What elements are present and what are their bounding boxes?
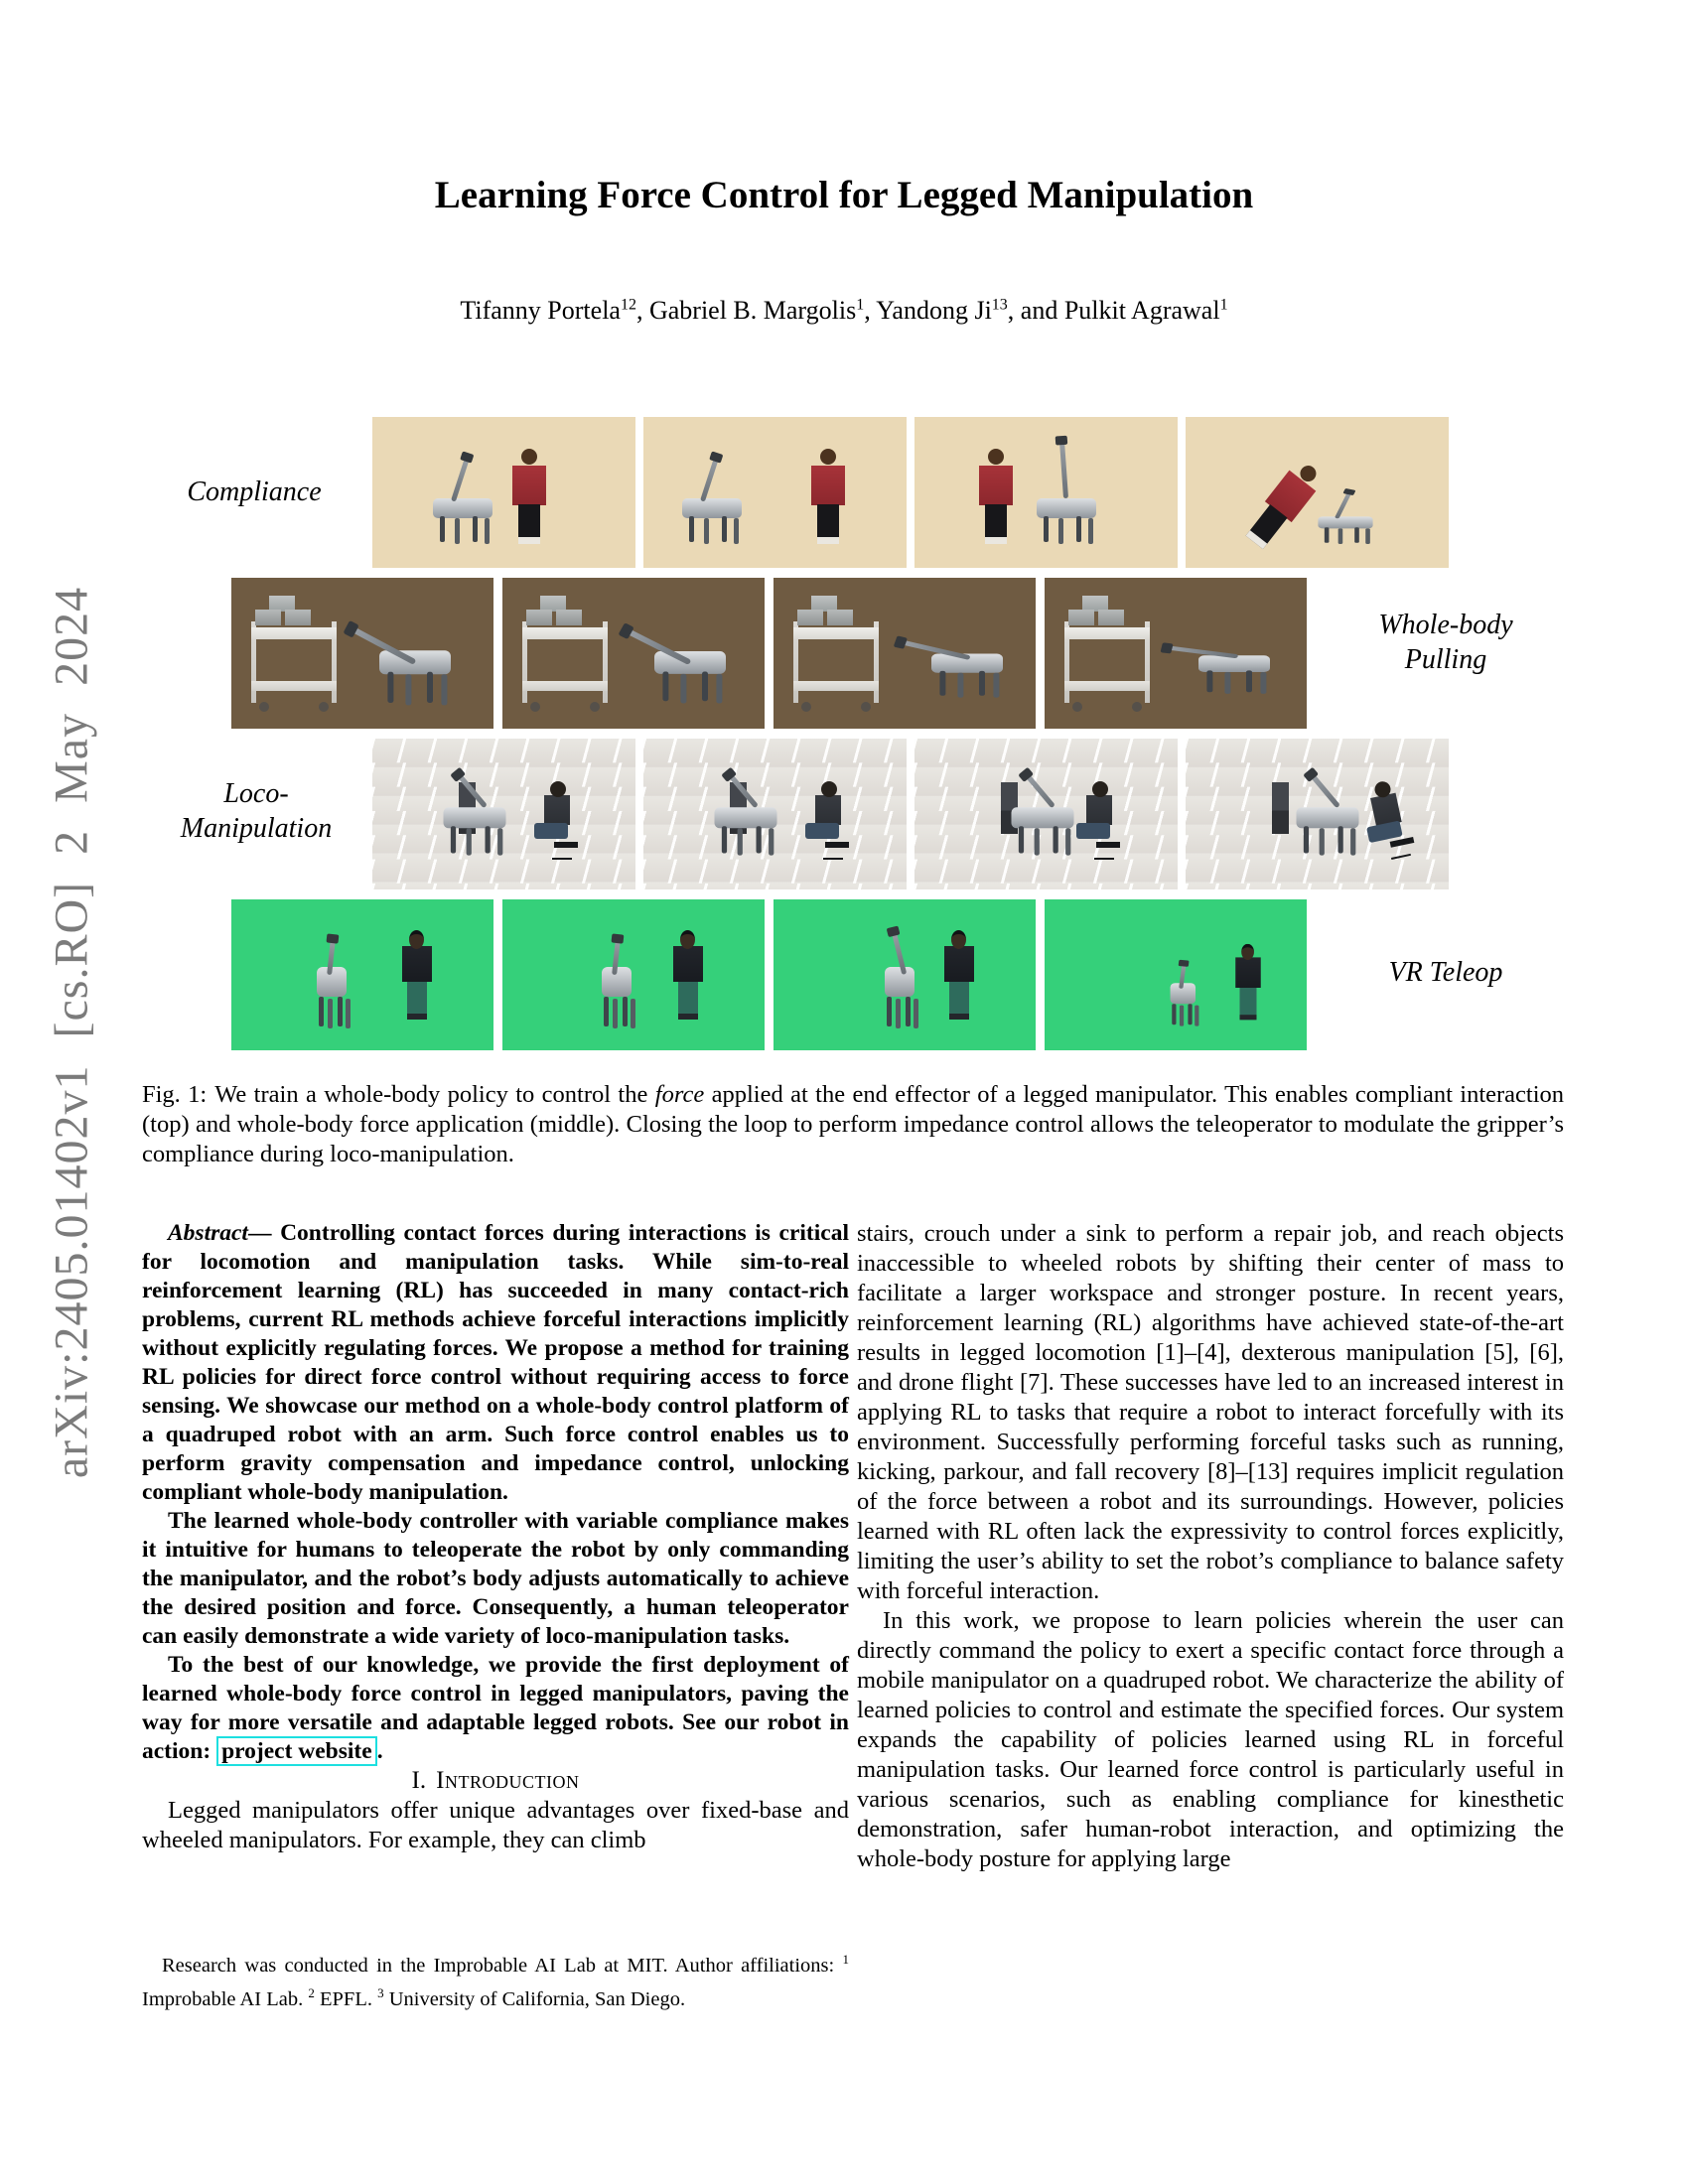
robot-arm <box>626 628 691 665</box>
abstract-paragraph-3: To the best of our knowledge, we provide the first deployment of learned whole-body force control in legged manipulators, paving the way for more versatile and adaptable legged robots. See our robot in action: project website . <box>142 1652 849 1764</box>
robot-arm <box>700 457 719 501</box>
cart-silhouette <box>1064 621 1150 703</box>
project-website-link[interactable]: project website <box>216 1736 377 1766</box>
person-silhouette <box>978 449 1014 544</box>
photo-pulling-4 <box>1045 578 1307 729</box>
cart-silhouette <box>251 621 337 703</box>
cart-silhouette <box>793 621 879 703</box>
person-silhouette <box>810 449 846 544</box>
author-footnote: Research was conducted in the Improbable AI Lab at MIT. Author affiliations: $^1$ Improbable AI Lab. $^2$ EPFL. $^3$ University of California, San Diego. <box>142 1952 849 2010</box>
photo-compliance-2 <box>643 417 907 568</box>
figure-row-label-pulling: Whole-body Pulling <box>1378 610 1513 675</box>
robot-silhouette <box>375 628 454 705</box>
robot-silhouette <box>1316 505 1376 543</box>
author-1: Tifanny Portela$^{12}$, <box>460 296 649 325</box>
robot-arm <box>1059 441 1068 498</box>
robot-silhouette <box>1008 788 1076 855</box>
column-left <box>142 1219 849 1855</box>
robot-silhouette <box>650 630 729 703</box>
person-silhouette <box>511 449 547 544</box>
robot-arm <box>1025 772 1055 808</box>
robot-arm <box>892 931 907 975</box>
figure-row-label-compliance: Compliance <box>187 477 322 507</box>
seated-person-silhouette <box>805 783 849 857</box>
arxiv-stamp: arXiv:2405.01402v1 [cs.RO] 2 May 2024 <box>45 586 98 1479</box>
robot-arm <box>1179 963 1186 988</box>
vr-person-silhouette <box>1234 944 1263 1022</box>
paper-title: Learning Force Control for Legged Manipulation <box>434 174 1254 216</box>
intro-paragraph-2: In this work, we propose to learn policies wherein the user can directly command the policy to exert a specific contact force through a mobile manipulator on a quadruped robot. We characterize the ability of learned policies to control and estimate the specified forces. Our system expands the capability of policies learned using RL in forceful manipulation tasks. Our learned force control is particularly useful in various scenarios, such as enabling compliance for kinesthetic demonstration, safer human-robot interaction, and optimizing the whole-body posture for applying large <box>857 1607 1564 1872</box>
intro-paragraph-1-continued: stairs, crouch under a sink to perform a repair job, and reach objects inaccessible to wheeled robots by shifting their center of mass to facilitate a larger workspace and stronger posture. In recent years, reinforcement learning (RL) algorithms have achieved state-of-the-art results in legged locomotion [1]–[4], dexterous manipulation [5], [6], and drone flight [7]. These successes have led to an increased interest in applying RL to tasks that require a robot to interact forcefully with its environment. Successfully performing forceful tasks such as running, kicking, parkour, and fall recovery [8]–[13] requires implicit regulation of the force between a robot and its surroundings. However, policies learned with RL often lack the expressivity to control forces explicitly, limiting the user’s ability to set the robot’s compliance to balance safety with forceful interaction. <box>857 1220 1564 1604</box>
person-silhouette <box>1240 456 1327 553</box>
robot-arm <box>351 625 416 664</box>
figure-caption: Fig. 1: We train a whole-body policy to control the force applied at the end effector of a legged manipulator. This enables compliant interaction (top) and whole-body force application (middle). Closing the loop to perform impedance control allows the teleoperator to modulate the gripper’s compliance during loco-manipulation. <box>142 1081 1565 1167</box>
cart-silhouette <box>522 621 608 703</box>
photo-pulling-2 <box>502 578 765 729</box>
photo-vr-3 <box>774 899 1036 1050</box>
figure-row-label-vr: VR Teleop <box>1388 957 1503 988</box>
photo-pulling-3 <box>774 578 1036 729</box>
robot-silhouette <box>1293 788 1361 855</box>
photo-compliance-1 <box>372 417 635 568</box>
photo-compliance-3 <box>914 417 1178 568</box>
author-2: Gabriel B. Margolis$^1$, <box>648 296 877 325</box>
figure-row-vr <box>0 899 1688 1050</box>
author-4: Pulkit Agrawal$^1$ <box>1063 296 1228 325</box>
figure-caption-tag: Fig. 1: <box>142 1081 208 1108</box>
robot-silhouette <box>679 480 745 544</box>
robot-arm <box>728 772 759 808</box>
robot-silhouette <box>586 957 651 1021</box>
section-heading-introduction: I. Introduction <box>411 1767 580 1794</box>
intro-paragraph-1: Legged manipulators offer unique advantages over fixed-base and wheeled manipulators. For example, they can climb <box>142 1797 849 1853</box>
robot-arm <box>612 938 621 974</box>
vr-person-silhouette <box>942 930 976 1022</box>
robot-arm <box>1335 491 1351 518</box>
seated-person-silhouette <box>1076 783 1120 857</box>
photo-loco-4 <box>1186 739 1449 889</box>
figure-row-pulling <box>0 578 1688 729</box>
abstract-lead: Abstract <box>168 1220 248 1246</box>
robot-arm <box>457 772 488 808</box>
author-3: Yandong Ji$^{13}$, and <box>876 296 1064 325</box>
photo-loco-2 <box>643 739 907 889</box>
robot-silhouette <box>301 957 366 1021</box>
abstract-paragraph-1: Abstract— Controlling contact forces during interactions is critical for locomotion and manipulation tasks. While sim-to-real reinforcement learning (RL) has succeeded in many contact-rich problems, current RL methods achieve forceful interactions implicitly without explicitly regulating forces. We propose a method for training RL policies for direct force control without requiring access to force sensing. We showcase our method on a whole-body control platform of a quadruped robot with an arm. Such force control enables us to perform gravity compensation and impedance control, unlocking compliant whole-body manipulation. <box>142 1220 850 1505</box>
robot-arm <box>1167 645 1238 658</box>
robot-silhouette <box>927 636 1006 697</box>
photo-loco-1 <box>372 739 635 889</box>
robot-silhouette <box>1195 640 1273 694</box>
robot-arm <box>1310 772 1340 808</box>
figure-row-label-loco: Loco- Manipulation <box>180 778 333 844</box>
photo-vr-1 <box>231 899 493 1050</box>
photo-vr-2 <box>502 899 765 1050</box>
abstract-paragraph-2: The learned whole-body controller with variable compliance makes it intuitive for humans to teleoperate the robot by only commanding the manipulator, and the robot’s body adjusts automatically to achieve the desired position and force. Consequently, a human teleoperator can easily demonstrate a wide variety of loco-manipulation tasks. <box>142 1508 849 1649</box>
robot-silhouette <box>711 788 779 855</box>
robot-arm <box>451 457 470 501</box>
robot-silhouette <box>869 957 934 1021</box>
vr-person-silhouette <box>671 930 705 1022</box>
figure-row-compliance <box>0 417 1688 568</box>
robot-silhouette <box>440 788 508 855</box>
figure-row-loco <box>0 739 1688 889</box>
photo-pulling-1 <box>231 578 493 729</box>
vr-person-silhouette <box>400 930 434 1022</box>
robot-arm <box>327 938 336 974</box>
robot-silhouette <box>1034 480 1099 544</box>
photo-compliance-4 <box>1186 417 1449 568</box>
robot-silhouette <box>430 480 495 544</box>
photo-loco-3 <box>914 739 1178 889</box>
author-line <box>0 296 1688 326</box>
robot-silhouette <box>1157 976 1212 1021</box>
robot-arm <box>901 639 971 659</box>
seated-person-silhouette <box>1358 779 1416 861</box>
seated-person-silhouette <box>534 783 578 857</box>
column-right <box>857 1219 1564 1874</box>
photo-vr-4 <box>1045 899 1307 1050</box>
